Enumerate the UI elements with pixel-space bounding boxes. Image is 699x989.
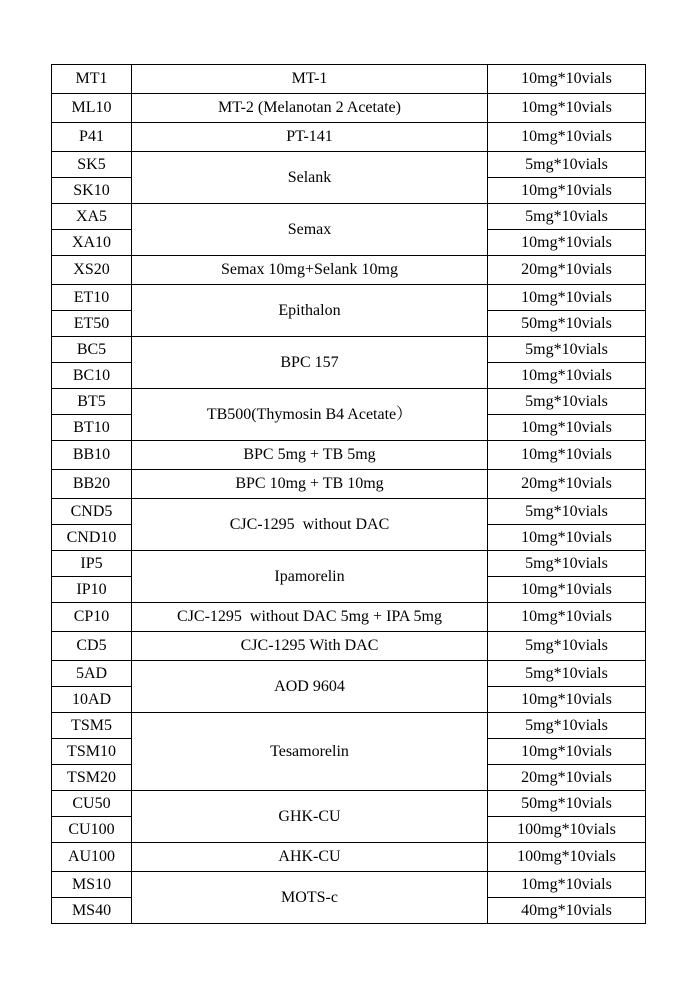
product-spec-cell: 100mg*10vials bbox=[488, 843, 646, 872]
product-code-cell: MT1 bbox=[52, 65, 132, 94]
product-code-cell: BT10 bbox=[52, 415, 132, 441]
product-spec-cell: 5mg*10vials bbox=[488, 661, 646, 687]
product-spec-cell: 10mg*10vials bbox=[488, 872, 646, 898]
table-row bbox=[52, 843, 646, 872]
table-row bbox=[52, 204, 646, 230]
product-code-cell: BC5 bbox=[52, 337, 132, 363]
product-code-cell: 10AD bbox=[52, 687, 132, 713]
product-code-cell: ET50 bbox=[52, 311, 132, 337]
product-spec-cell: 5mg*10vials bbox=[488, 713, 646, 739]
product-spec-cell: 5mg*10vials bbox=[488, 499, 646, 525]
product-spec-cell: 100mg*10vials bbox=[488, 817, 646, 843]
product-code-cell: CND5 bbox=[52, 499, 132, 525]
product-code-cell: MS40 bbox=[52, 898, 132, 924]
product-name-cell: MT-1 bbox=[132, 65, 488, 94]
product-table bbox=[51, 64, 646, 924]
table-row bbox=[52, 470, 646, 499]
product-name-cell: BPC 5mg + TB 5mg bbox=[132, 441, 488, 470]
product-spec-cell: 50mg*10vials bbox=[488, 791, 646, 817]
product-code-cell: IP5 bbox=[52, 551, 132, 577]
product-name-cell: CJC-1295 With DAC bbox=[132, 632, 488, 661]
table-row bbox=[52, 441, 646, 470]
product-spec-cell: 20mg*10vials bbox=[488, 765, 646, 791]
table-row bbox=[52, 499, 646, 525]
table-row bbox=[52, 389, 646, 415]
product-code-cell: ET10 bbox=[52, 285, 132, 311]
table-row bbox=[52, 661, 646, 687]
table-row bbox=[52, 256, 646, 285]
product-name-cell: Epithalon bbox=[132, 285, 488, 337]
product-code-cell: TSM10 bbox=[52, 739, 132, 765]
product-code-cell: SK5 bbox=[52, 152, 132, 178]
product-spec-cell: 50mg*10vials bbox=[488, 311, 646, 337]
product-name-cell: Tesamorelin bbox=[132, 713, 488, 791]
product-name-cell: MOTS-c bbox=[132, 872, 488, 924]
product-name-cell: Semax 10mg+Selank 10mg bbox=[132, 256, 488, 285]
table-row bbox=[52, 337, 646, 363]
table-row bbox=[52, 551, 646, 577]
product-spec-cell: 10mg*10vials bbox=[488, 603, 646, 632]
product-code-cell: IP10 bbox=[52, 577, 132, 603]
product-table-body bbox=[52, 65, 646, 924]
product-name-cell: AHK-CU bbox=[132, 843, 488, 872]
product-spec-cell: 10mg*10vials bbox=[488, 65, 646, 94]
table-row bbox=[52, 713, 646, 739]
product-spec-cell: 10mg*10vials bbox=[488, 178, 646, 204]
table-row bbox=[52, 791, 646, 817]
product-code-cell: MS10 bbox=[52, 872, 132, 898]
product-code-cell: CD5 bbox=[52, 632, 132, 661]
product-spec-cell: 10mg*10vials bbox=[488, 577, 646, 603]
product-spec-cell: 10mg*10vials bbox=[488, 415, 646, 441]
product-code-cell: P41 bbox=[52, 123, 132, 152]
product-spec-cell: 10mg*10vials bbox=[488, 687, 646, 713]
product-spec-cell: 10mg*10vials bbox=[488, 285, 646, 311]
product-spec-cell: 40mg*10vials bbox=[488, 898, 646, 924]
product-spec-cell: 5mg*10vials bbox=[488, 337, 646, 363]
product-spec-cell: 10mg*10vials bbox=[488, 441, 646, 470]
table-row bbox=[52, 94, 646, 123]
table-row bbox=[52, 65, 646, 94]
product-code-cell: SK10 bbox=[52, 178, 132, 204]
product-spec-cell: 10mg*10vials bbox=[488, 739, 646, 765]
product-name-cell: CJC-1295 without DAC 5mg + IPA 5mg bbox=[132, 603, 488, 632]
product-name-cell: AOD 9604 bbox=[132, 661, 488, 713]
product-name-cell: Selank bbox=[132, 152, 488, 204]
product-code-cell: XA5 bbox=[52, 204, 132, 230]
product-name-cell: BPC 157 bbox=[132, 337, 488, 389]
product-name-cell: Ipamorelin bbox=[132, 551, 488, 603]
product-code-cell: TSM20 bbox=[52, 765, 132, 791]
product-name-cell: PT-141 bbox=[132, 123, 488, 152]
product-code-cell: BB20 bbox=[52, 470, 132, 499]
product-spec-cell: 10mg*10vials bbox=[488, 525, 646, 551]
product-code-cell: XA10 bbox=[52, 230, 132, 256]
product-spec-cell: 10mg*10vials bbox=[488, 123, 646, 152]
table-row bbox=[52, 632, 646, 661]
product-spec-cell: 5mg*10vials bbox=[488, 204, 646, 230]
table-row bbox=[52, 872, 646, 898]
product-spec-cell: 10mg*10vials bbox=[488, 94, 646, 123]
table-row bbox=[52, 152, 646, 178]
product-name-cell: TB500(Thymosin B4 Acetate） bbox=[132, 389, 488, 441]
product-spec-cell: 5mg*10vials bbox=[488, 632, 646, 661]
product-code-cell: BC10 bbox=[52, 363, 132, 389]
product-name-cell: BPC 10mg + TB 10mg bbox=[132, 470, 488, 499]
product-name-cell: Semax bbox=[132, 204, 488, 256]
product-code-cell: 5AD bbox=[52, 661, 132, 687]
product-code-cell: ML10 bbox=[52, 94, 132, 123]
product-spec-cell: 5mg*10vials bbox=[488, 152, 646, 178]
table-row bbox=[52, 603, 646, 632]
product-spec-cell: 20mg*10vials bbox=[488, 470, 646, 499]
product-code-cell: CU100 bbox=[52, 817, 132, 843]
product-code-cell: CU50 bbox=[52, 791, 132, 817]
table-row bbox=[52, 285, 646, 311]
product-spec-cell: 20mg*10vials bbox=[488, 256, 646, 285]
product-code-cell: AU100 bbox=[52, 843, 132, 872]
product-name-cell: CJC-1295 without DAC bbox=[132, 499, 488, 551]
product-code-cell: BB10 bbox=[52, 441, 132, 470]
product-code-cell: XS20 bbox=[52, 256, 132, 285]
product-spec-cell: 5mg*10vials bbox=[488, 389, 646, 415]
product-name-cell: GHK-CU bbox=[132, 791, 488, 843]
product-code-cell: CND10 bbox=[52, 525, 132, 551]
product-spec-cell: 10mg*10vials bbox=[488, 230, 646, 256]
product-code-cell: BT5 bbox=[52, 389, 132, 415]
table-row bbox=[52, 123, 646, 152]
product-spec-cell: 5mg*10vials bbox=[488, 551, 646, 577]
product-code-cell: CP10 bbox=[52, 603, 132, 632]
product-name-cell: MT-2 (Melanotan 2 Acetate) bbox=[132, 94, 488, 123]
product-spec-cell: 10mg*10vials bbox=[488, 363, 646, 389]
product-code-cell: TSM5 bbox=[52, 713, 132, 739]
